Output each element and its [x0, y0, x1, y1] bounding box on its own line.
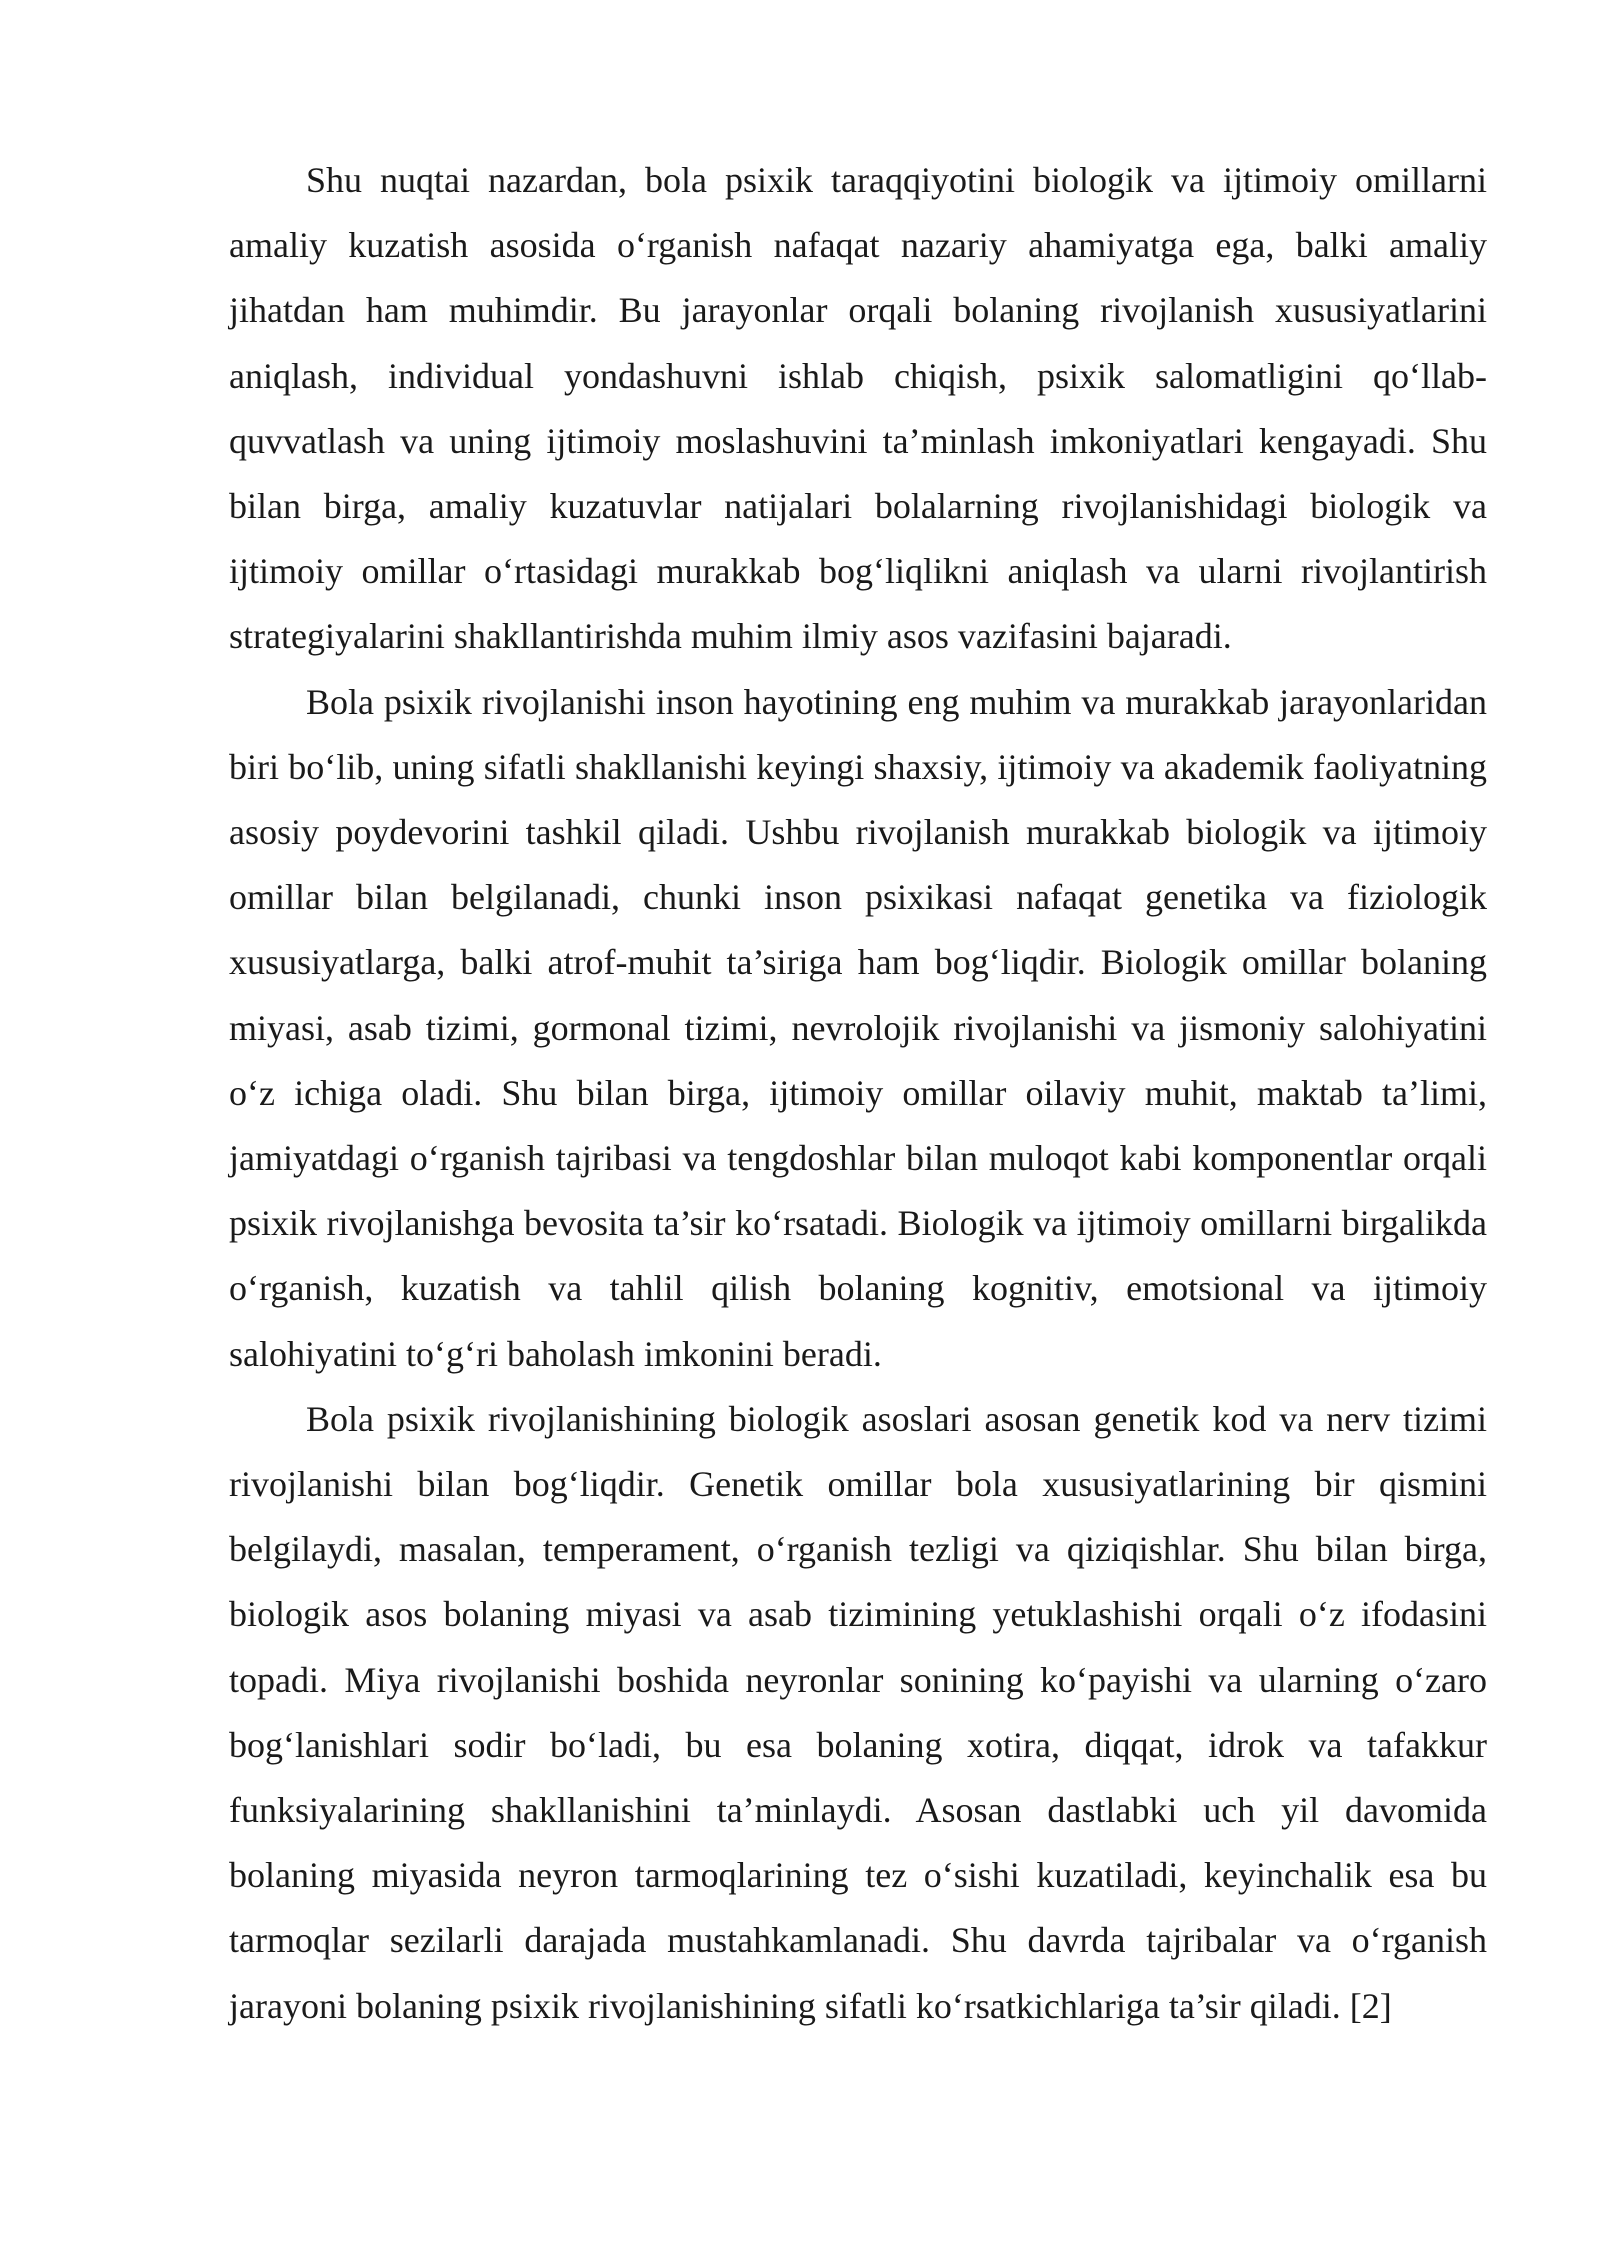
- body-paragraph-1: Shu nuqtai nazardan, bola psixik taraqqiyotini biologik va ijtimoiy omillarni amaliy kuzatish asosida o‘rganish nafaqat nazariy ahamiyatga ega, balki amaliy jihatdan ham muhimdir. Bu jarayonlar orqali bolaning rivojlanish xususiyatlarini aniqlash, individual yondashuvni ishlab chiqish, psixik salomatligini qo‘llab-quvvatlash va uning ijtimoiy moslashuvini ta’minlash imkoniyatlari kengayadi. Shu bilan birga, amaliy kuzatuvlar natijalari bolalarning rivojlanishidagi biologik va ijtimoiy omillar o‘rtasidagi murakkab bog‘liqlikni aniqlash va ularni rivojlantirish strategiyalarini shakllantirishda muhim ilmiy asos vazifasini bajaradi.: [229, 160, 1487, 657]
- body-paragraph-3: Bola psixik rivojlanishining biologik asoslari asosan genetik kod va nerv tizimi rivojlanishi bilan bog‘liqdir. Genetik omillar bola xususiyatlarining bir qismini belgilaydi, masalan, temperament, o‘rganish tezligi va qiziqishlar. Shu bilan birga, biologik asos bolaning miyasi va asab tizimining yetuklashishi orqali o‘z ifodasini topadi. Miya rivojlanishi boshida neyronlar sonining ko‘payishi va ularning o‘zaro bog‘lanishlari sodir bo‘ladi, bu esa bolaning xotira, diqqat, idrok va tafakkur funksiyalarining shakllanishini ta’minlaydi. Asosan dastlabki uch yil davomida bolaning miyasida neyron tarmoqlarining tez o‘sishi kuzatiladi, keyinchalik esa bu tarmoqlar sezilarli darajada mustahkamlanadi. Shu davrda tajribalar va o‘rganish jarayoni bolaning psixik rivojlanishining sifatli ko‘rsatkichlariga ta’sir qiladi. [2]: [229, 1398, 1487, 2026]
- document-page: [229, 148, 1487, 2039]
- body-paragraph-2: Bola psixik rivojlanishi inson hayotining eng muhim va murakkab jarayonlaridan biri bo‘lib, uning sifatli shakllanishi keyingi shaxsiy, ijtimoiy va akademik faoliyatning asosiy poydevorini tashkil qiladi. Ushbu rivojlanish murakkab biologik va ijtimoiy omillar bilan belgilanadi, chunki inson psixikasi nafaqat genetika va fiziologik xususiyatlarga, balki atrof-muhit ta’siriga ham bog‘liqdir. Biologik omillar bolaning miyasi, asab tizimi, gormonal tizimi, nevrolojik rivojlanishi va jismoniy salohiyatini o‘z ichiga oladi. Shu bilan birga, ijtimoiy omillar oilaviy muhit, maktab ta’limi, jamiyatdagi o‘rganish tajribasi va tengdoshlar bilan muloqot kabi komponentlar orqali psixik rivojlanishga bevosita ta’sir ko‘rsatadi. Biologik va ijtimoiy omillarni birgalikda o‘rganish, kuzatish va tahlil qilish bolaning kognitiv, emotsional va ijtimoiy salohiyatini to‘g‘ri baholash imkonini beradi.: [229, 681, 1487, 1374]
